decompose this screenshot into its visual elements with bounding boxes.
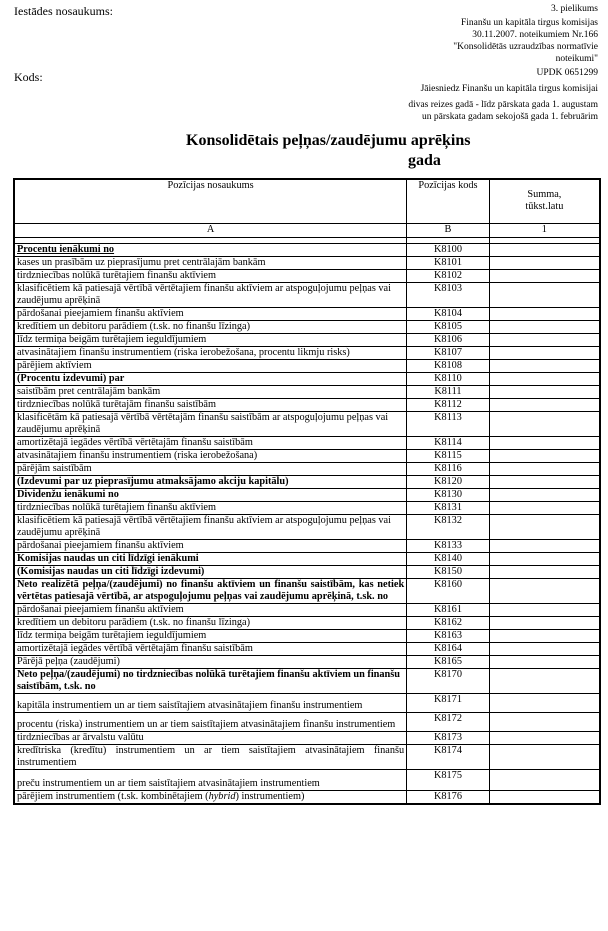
row-code: K8106 bbox=[407, 333, 490, 346]
amount-cell[interactable] bbox=[489, 790, 600, 804]
amount-cell[interactable] bbox=[489, 578, 600, 603]
table-row bbox=[14, 712, 600, 731]
col-header-name: Pozīcijas nosaukums bbox=[14, 179, 407, 223]
row-code: K8130 bbox=[407, 488, 490, 501]
row-label: pārējām saistībām bbox=[14, 462, 407, 475]
row-code: K8107 bbox=[407, 346, 490, 359]
row-label: pārējiem instrumentiem (t.sk. kombinētajiem (hybrid) instrumentiem) bbox=[14, 790, 407, 804]
table-row bbox=[14, 256, 600, 269]
amount-cell[interactable] bbox=[489, 269, 600, 282]
page-title: Konsolidētais peļņas/zaudējumu aprēķins bbox=[186, 132, 471, 149]
form-code: UPDK 0651299 bbox=[536, 68, 598, 78]
table-row bbox=[14, 616, 600, 629]
row-label: Pārējā peļņa (zaudējumi) bbox=[14, 655, 407, 668]
row-label: līdz termiņa beigām turētajiem ieguldījumiem bbox=[14, 333, 407, 346]
row-label: (Procentu izdevumi) par bbox=[14, 372, 407, 385]
row-label: (Izdevumi par uz pieprasījumu atmaksājamo akciju kapitālu) bbox=[14, 475, 407, 488]
amount-cell[interactable] bbox=[489, 333, 600, 346]
submit-schedule-2: un pārskata gadam sekojošā gada 1. februārim bbox=[422, 112, 598, 122]
table-row bbox=[14, 539, 600, 552]
row-code: K8140 bbox=[407, 552, 490, 565]
table-row bbox=[14, 514, 600, 539]
table-row bbox=[14, 744, 600, 769]
row-label: (Komisijas naudas un citi līdzīgi izdevumi) bbox=[14, 565, 407, 578]
row-code: K8175 bbox=[407, 769, 490, 790]
row-label: kredītiem un debitoru parādiem (t.sk. no finanšu līzinga) bbox=[14, 616, 407, 629]
row-code: K8133 bbox=[407, 539, 490, 552]
col-header-sum: Summa, tūkst.latu bbox=[489, 179, 600, 223]
row-label: kapitāla instrumentiem un ar tiem saistītajiem atvasinātajiem finanšu instrumentiem bbox=[14, 693, 407, 712]
amount-cell[interactable] bbox=[489, 346, 600, 359]
row-code: K8132 bbox=[407, 514, 490, 539]
col-letter-b: B bbox=[407, 223, 490, 237]
amount-cell[interactable] bbox=[489, 501, 600, 514]
row-label: Dividenžu ienākumi no bbox=[14, 488, 407, 501]
row-label: klasificētiem kā patiesajā vērtībā vērtētajiem finanšu aktīviem ar atspoguļojumu peļņas vai zaudējumu aprēķinā bbox=[14, 282, 407, 307]
submit-schedule-1: divas reizes gadā - līdz pārskata gada 1. augustam bbox=[408, 100, 598, 110]
table-row bbox=[14, 475, 600, 488]
row-label: klasificētiem kā patiesajā vērtībā vērtētajiem finanšu aktīviem ar atspoguļojumu peļņas vai zaudējumu aprēķinā bbox=[14, 514, 407, 539]
row-code: K8110 bbox=[407, 372, 490, 385]
amount-cell[interactable] bbox=[489, 769, 600, 790]
page-subtitle: gada bbox=[408, 152, 441, 169]
table-row bbox=[14, 462, 600, 475]
table-row bbox=[14, 731, 600, 744]
row-code: K8105 bbox=[407, 320, 490, 333]
row-code: K8174 bbox=[407, 744, 490, 769]
row-code: K8172 bbox=[407, 712, 490, 731]
annex-number: 3. pielikums bbox=[551, 4, 598, 14]
table-row bbox=[14, 769, 600, 790]
row-label: kases un prasībām uz pieprasījumu pret centrālajām bankām bbox=[14, 256, 407, 269]
row-label: procentu (riska) instrumentiem un ar tiem saistītajiem atvasinātajiem finanšu instrumentiem bbox=[14, 712, 407, 731]
amount-cell[interactable] bbox=[489, 552, 600, 565]
amount-cell[interactable] bbox=[489, 372, 600, 385]
regulation-name-end: noteikumi" bbox=[555, 54, 598, 64]
amount-cell[interactable] bbox=[489, 320, 600, 333]
table-row bbox=[14, 501, 600, 514]
row-label: kredītiem un debitoru parādiem (t.sk. no finanšu līzinga) bbox=[14, 320, 407, 333]
row-code: K8160 bbox=[407, 578, 490, 603]
row-label: Neto peļņa/(zaudējumi) no tirdzniecības nolūkā turētajiem finanšu aktīviem un finanšu saistībām, t.sk. no bbox=[14, 668, 407, 693]
row-label: kredītriska (kredītu) instrumentiem un ar tiem saistītajiem atvasinātajiem finanšu instrumentiem bbox=[14, 744, 407, 769]
col-letter-1: 1 bbox=[489, 223, 600, 237]
row-code: K8120 bbox=[407, 475, 490, 488]
amount-cell[interactable] bbox=[489, 693, 600, 712]
regulation-name: "Konsolidētās uzraudzības normatīvie bbox=[453, 42, 598, 52]
table-row bbox=[14, 552, 600, 565]
row-label: Neto realizētā peļņa/(zaudējumi) no finanšu aktīviem un finanšu saistībām, kas netiek vērtētas patiesajā vērtībā, ar atspoguļojumu peļņas vai zaudējumu aprēķinā, t.sk. no bbox=[14, 578, 407, 603]
table-row bbox=[14, 655, 600, 668]
row-code: K8104 bbox=[407, 307, 490, 320]
row-code: K8164 bbox=[407, 642, 490, 655]
amount-cell[interactable] bbox=[489, 514, 600, 539]
table-row bbox=[14, 333, 600, 346]
table-row bbox=[14, 565, 600, 578]
table-row bbox=[14, 642, 600, 655]
amount-cell[interactable] bbox=[489, 712, 600, 731]
amount-cell[interactable] bbox=[489, 488, 600, 501]
row-code: K8131 bbox=[407, 501, 490, 514]
row-code: K8116 bbox=[407, 462, 490, 475]
row-label: preču instrumentiem un ar tiem saistītajiem atvasinātajiem instrumentiem bbox=[14, 769, 407, 790]
row-label: tirdzniecības nolūkā turētajām finanšu saistībām bbox=[14, 398, 407, 411]
amount-cell[interactable] bbox=[489, 449, 600, 462]
row-label: pārdošanai pieejamiem finanšu aktīviem bbox=[14, 539, 407, 552]
amount-cell[interactable] bbox=[489, 565, 600, 578]
row-code: K8171 bbox=[407, 693, 490, 712]
row-code: K8161 bbox=[407, 603, 490, 616]
amount-cell[interactable] bbox=[489, 642, 600, 655]
table-row bbox=[14, 449, 600, 462]
table-row bbox=[14, 359, 600, 372]
amount-cell[interactable] bbox=[489, 282, 600, 307]
row-label: tirdzniecības nolūkā turētajiem finanšu aktīviem bbox=[14, 269, 407, 282]
row-code: K8173 bbox=[407, 731, 490, 744]
table-row bbox=[14, 307, 600, 320]
row-code: K8115 bbox=[407, 449, 490, 462]
amount-cell[interactable] bbox=[489, 655, 600, 668]
row-label: atvasinātajiem finanšu instrumentiem (riska ierobežošana) bbox=[14, 449, 407, 462]
table-row bbox=[14, 693, 600, 712]
row-code: K8112 bbox=[407, 398, 490, 411]
amount-cell[interactable] bbox=[489, 475, 600, 488]
row-label: Procentu ienākumi no bbox=[17, 243, 115, 255]
table-row bbox=[14, 436, 600, 449]
row-code: K8108 bbox=[407, 359, 490, 372]
row-label: tirdzniecības nolūkā turētajiem finanšu aktīviem bbox=[14, 501, 407, 514]
report-table bbox=[13, 178, 601, 805]
table-row bbox=[14, 668, 600, 693]
row-code: K8165 bbox=[407, 655, 490, 668]
amount-cell[interactable] bbox=[489, 616, 600, 629]
regulation-ref: 30.11.2007. noteikumiem Nr.166 bbox=[472, 30, 598, 40]
table-row bbox=[14, 372, 600, 385]
col-header-code: Pozīcijas kods bbox=[407, 179, 490, 223]
row-code: K8162 bbox=[407, 616, 490, 629]
submit-to: Jāiesniedz Finanšu un kapitāla tirgus komisijai bbox=[420, 84, 598, 94]
code-label: Kods: bbox=[14, 70, 43, 84]
row-label: klasificētām kā patiesajā vērtībā vērtētajām finanšu saistībām ar atspoguļojumu peļņas vai zaudējumu aprēķinā bbox=[14, 411, 407, 436]
table-row bbox=[14, 411, 600, 436]
row-code: K8113 bbox=[407, 411, 490, 436]
row-label: Komisijas naudas un citi līdzīgi ienākumi bbox=[14, 552, 407, 565]
table-row bbox=[14, 578, 600, 603]
table-row bbox=[14, 488, 600, 501]
institution-name-label: Iestādes nosaukums: bbox=[14, 4, 113, 18]
row-code: K8100 bbox=[407, 243, 490, 256]
amount-cell[interactable] bbox=[489, 603, 600, 616]
row-label: līdz termiņa beigām turētajiem ieguldījumiem bbox=[14, 629, 407, 642]
amount-cell[interactable] bbox=[489, 629, 600, 642]
row-label: amortizētajā iegādes vērtībā vērtētajām finanšu saistībām bbox=[14, 436, 407, 449]
table-row bbox=[14, 269, 600, 282]
row-label: amortizētajā iegādes vērtībā vērtētajām finanšu saistībām bbox=[14, 642, 407, 655]
amount-cell[interactable] bbox=[489, 385, 600, 398]
header-row bbox=[14, 179, 600, 223]
amount-cell[interactable] bbox=[489, 307, 600, 320]
amount-cell[interactable] bbox=[489, 398, 600, 411]
table-row bbox=[14, 398, 600, 411]
row-label: atvasinātajiem finanšu instrumentiem (riska ierobežošana, procentu likmju risks) bbox=[14, 346, 407, 359]
row-code: K8101 bbox=[407, 256, 490, 269]
table-row bbox=[14, 629, 600, 642]
row-code: K8102 bbox=[407, 269, 490, 282]
row-label: pārdošanai pieejamiem finanšu aktīviem bbox=[14, 307, 407, 320]
row-code: K8163 bbox=[407, 629, 490, 642]
row-code: K8114 bbox=[407, 436, 490, 449]
row-code: K8176 bbox=[407, 790, 490, 804]
table-row bbox=[14, 243, 600, 256]
row-code: K8103 bbox=[407, 282, 490, 307]
amount-cell[interactable] bbox=[489, 436, 600, 449]
row-label: saistībām pret centrālajām bankām bbox=[14, 385, 407, 398]
amount-cell[interactable] bbox=[489, 462, 600, 475]
issuer: Finanšu un kapitāla tirgus komisijas bbox=[460, 18, 598, 28]
row-label: tirdzniecības ar ārvalstu valūtu bbox=[14, 731, 407, 744]
table-row bbox=[14, 790, 600, 804]
row-code: K8170 bbox=[407, 668, 490, 693]
table-row bbox=[14, 320, 600, 333]
table-row bbox=[14, 385, 600, 398]
amount-cell[interactable] bbox=[489, 539, 600, 552]
row-label: pārējiem aktīviem bbox=[14, 359, 407, 372]
amount-cell[interactable] bbox=[489, 744, 600, 769]
amount-cell[interactable] bbox=[489, 411, 600, 436]
table-row bbox=[14, 603, 600, 616]
table-row bbox=[14, 282, 600, 307]
row-label: pārdošanai pieejamiem finanšu aktīviem bbox=[14, 603, 407, 616]
amount-cell[interactable] bbox=[489, 256, 600, 269]
amount-cell[interactable] bbox=[489, 731, 600, 744]
amount-cell[interactable] bbox=[489, 668, 600, 693]
row-code: K8111 bbox=[407, 385, 490, 398]
amount-cell[interactable] bbox=[489, 359, 600, 372]
letter-row bbox=[14, 223, 600, 237]
row-code: K8150 bbox=[407, 565, 490, 578]
table-row bbox=[14, 346, 600, 359]
col-letter-a: A bbox=[14, 223, 407, 237]
amount-cell[interactable] bbox=[489, 243, 600, 256]
